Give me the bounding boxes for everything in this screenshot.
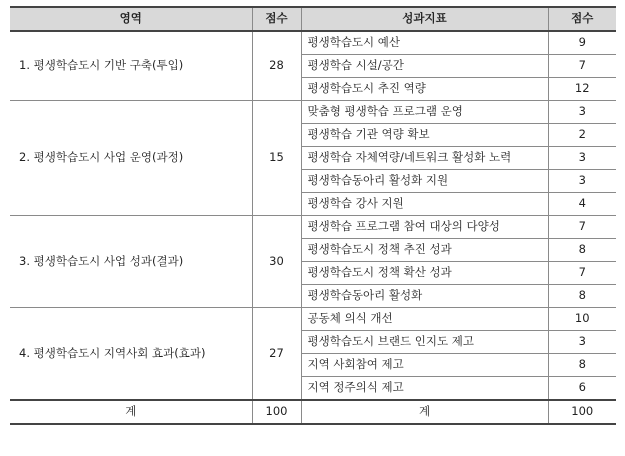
indicator-score-cell: 8 [548,285,616,308]
indicator-score-cell: 9 [548,31,616,55]
indicator-cell: 평생학습 기관 역량 확보 [301,124,548,147]
header-indicator: 성과지표 [301,7,548,31]
header-area: 영역 [10,7,252,31]
total-indicator-label: 계 [301,400,548,424]
area-score-cell: 30 [252,216,301,308]
indicator-cell: 평생학습 프로그램 참여 대상의 다양성 [301,216,548,239]
table-row [10,308,616,331]
indicator-cell: 지역 정주의식 제고 [301,377,548,401]
indicator-cell: 평생학습도시 브랜드 인지도 제고 [301,331,548,354]
indicator-score-cell: 7 [548,262,616,285]
indicator-score-cell: 6 [548,377,616,401]
area-cell: 4. 평생학습도시 지역사회 효과(효과) [10,308,252,401]
indicator-score-cell: 7 [548,55,616,78]
indicator-cell: 맞춤형 평생학습 프로그램 운영 [301,101,548,124]
indicator-cell: 지역 사회참여 제고 [301,354,548,377]
total-score: 100 [252,400,301,424]
indicator-score-cell: 2 [548,124,616,147]
table-row [10,31,616,55]
header-score: 점수 [252,7,301,31]
indicator-cell: 평생학습 시설/공간 [301,55,548,78]
header-indicator-score: 점수 [548,7,616,31]
total-indicator-score: 100 [548,400,616,424]
indicator-cell: 평생학습도시 추진 역량 [301,78,548,101]
indicator-score-cell: 3 [548,170,616,193]
table-body [10,31,616,400]
table-row [10,101,616,124]
table-footer [10,400,616,424]
area-score-cell: 15 [252,101,301,216]
indicator-score-cell: 10 [548,308,616,331]
area-cell: 2. 평생학습도시 사업 운영(과정) [10,101,252,216]
indicator-cell: 평생학습 강사 지원 [301,193,548,216]
indicator-score-cell: 3 [548,101,616,124]
indicator-score-cell: 7 [548,216,616,239]
indicator-cell: 평생학습도시 정책 확산 성과 [301,262,548,285]
indicator-score-cell: 3 [548,147,616,170]
total-label: 계 [10,400,252,424]
indicator-cell: 평생학습도시 예산 [301,31,548,55]
evaluation-table-container [10,6,616,425]
area-score-cell: 28 [252,31,301,101]
indicator-score-cell: 4 [548,193,616,216]
indicator-cell: 평생학습동아리 활성화 지원 [301,170,548,193]
indicator-score-cell: 8 [548,354,616,377]
indicator-score-cell: 8 [548,239,616,262]
table-header [10,7,616,31]
table-row [10,216,616,239]
indicator-cell: 평생학습도시 정책 추진 성과 [301,239,548,262]
header-row [10,7,616,31]
evaluation-table [10,6,616,425]
area-cell: 1. 평생학습도시 기반 구축(투입) [10,31,252,101]
area-score-cell: 27 [252,308,301,401]
indicator-score-cell: 3 [548,331,616,354]
total-row [10,400,616,424]
area-cell: 3. 평생학습도시 사업 성과(결과) [10,216,252,308]
indicator-score-cell: 12 [548,78,616,101]
indicator-cell: 공동체 의식 개선 [301,308,548,331]
indicator-cell: 평생학습 자체역량/네트워크 활성화 노력 [301,147,548,170]
indicator-cell: 평생학습동아리 활성화 [301,285,548,308]
